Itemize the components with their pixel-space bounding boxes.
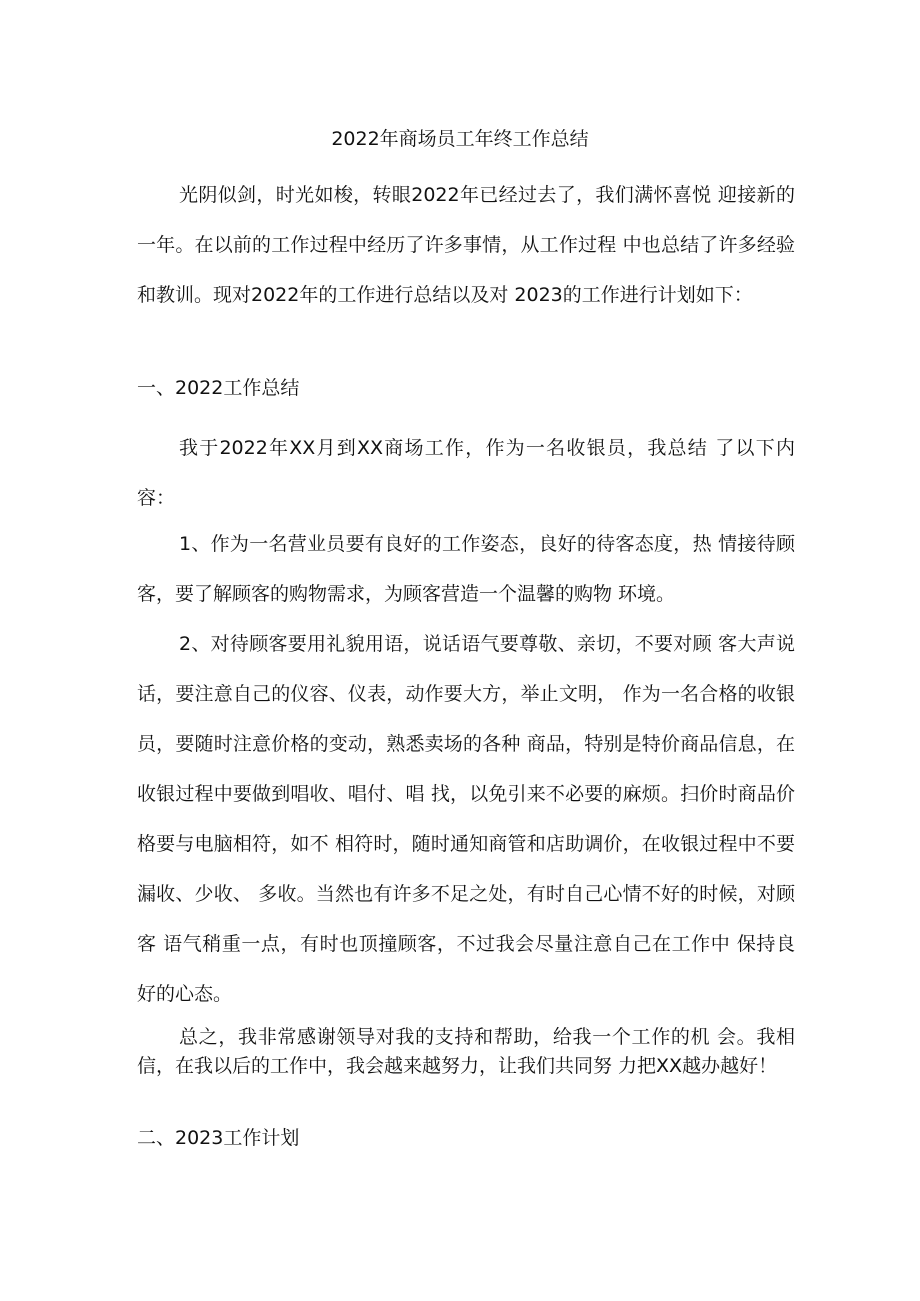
summary-intro-paragraph: 我于2022年XX月到XX商场工作，作为一名收银员，我总结 了以下内容： — [137, 437, 795, 509]
conclusion-paragraph: 总之，我非常感谢领导对我的支持和帮助，给我一个工作的机 会。我相信，在我以后的工作中，我会越来越努力，让我们共同努 力把XX越办越好！ — [137, 1026, 795, 1077]
section-heading-summary: 一、2022工作总结 — [137, 377, 300, 399]
intro-paragraph: 光阴似剑，时光如梭，转眼2022年已经过去了，我们满怀喜悦 迎接新的一年。在以前的工作过程中经历了许多事情，从工作过程 中也总结了许多经验和教训。现对2022年的工作进行总结以及对 2023的工作进行计划如下： — [137, 184, 795, 306]
document-title: 2022年商场员工年终工作总结 — [331, 128, 589, 150]
summary-item-2: 2、对待顾客要用礼貌用语，说话语气要尊敬、亲切，不要对顾 客大声说话，要注意自己的仪容、仪表，动作要大方，举止文明， 作为一名合格的收银员，要随时注意价格的变动，熟悉卖场的各种 商品，特别是特价商品信息，在收银过程中要做到唱收、唱付、唱 找，以免引来不必要的麻烦。扫价时商品价格要与电脑相符，如不 相符时，随时通知商管和店助调价，在收银过程中不要漏收、少收、 多收。当然也有许多不足之处，有时自己心情不好的时候，对顾客 语气稍重一点，有时也顶撞顾客，不过我会尽量注意自己在工作中 保持良好的心态。 — [137, 633, 795, 1005]
summary-item-1: 1、作为一名营业员要有良好的工作姿态，良好的待客态度，热 情接待顾客，要了解顾客的购物需求，为顾客营造一个温馨的购物 环境。 — [137, 533, 795, 605]
section-heading-plan: 二、2023工作计划 — [137, 1127, 300, 1149]
